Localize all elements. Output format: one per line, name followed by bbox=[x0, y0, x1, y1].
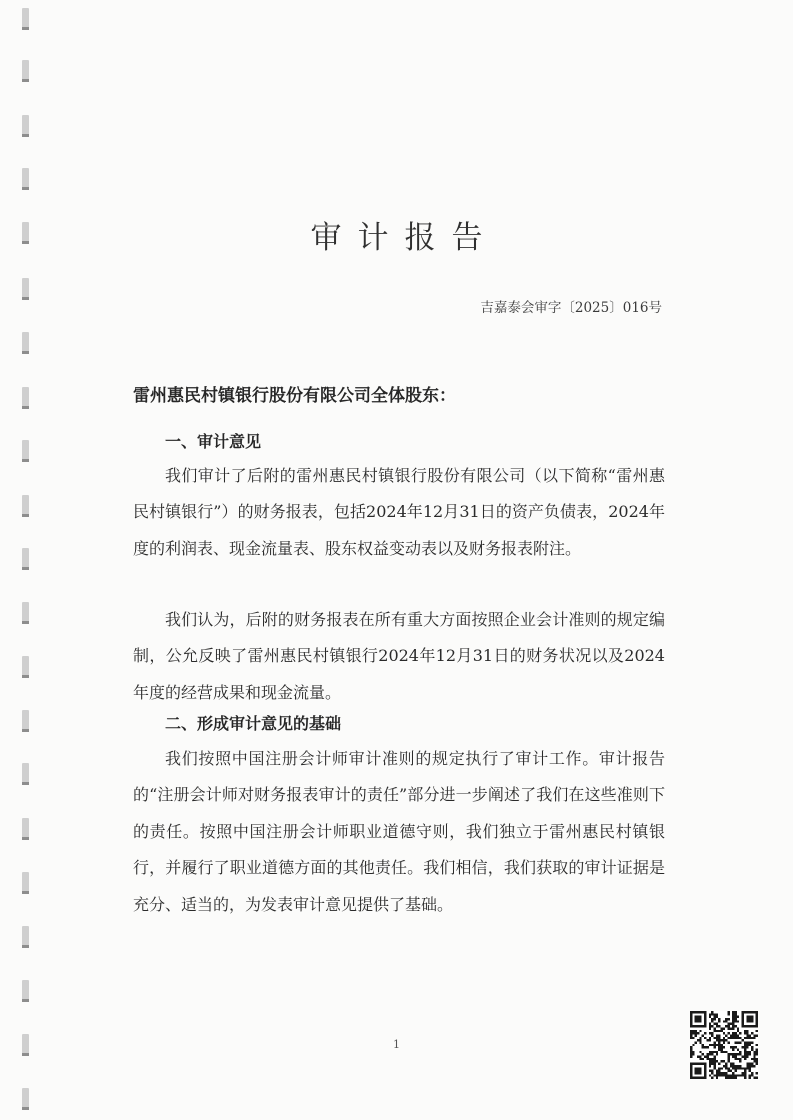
binding-marks bbox=[0, 0, 40, 1120]
report-number: 吉嘉泰会审字〔2025〕016号 bbox=[480, 300, 662, 316]
paragraph-opinion-2: 我们认为，后附的财务报表在所有重大方面按照企业会计准则的规定编制，公允反映了雷州惠民村镇银行2024年12月31日的财务状况以及2024年度的经营成果和现金流量。 bbox=[133, 610, 665, 702]
binding-mark bbox=[22, 818, 29, 840]
binding-mark bbox=[22, 115, 29, 137]
binding-mark bbox=[22, 763, 29, 785]
binding-mark bbox=[22, 548, 29, 570]
binding-mark bbox=[22, 926, 29, 948]
paragraph-basis-1: 我们按照中国注册会计师审计准则的规定执行了审计工作。审计报告的“注册会计师对财务报表审计的责任”部分进一步阐述了我们在这些准则下的责任。按照中国注册会计师职业道德守则，我们独立于雷州惠民村镇银行，并履行了职业道德方面的其他责任。我们相信，我们获取的审计证据是充分、适当的，为发表审计意见提供了基础。 bbox=[133, 749, 665, 914]
binding-mark bbox=[22, 8, 29, 30]
binding-mark bbox=[22, 710, 29, 732]
paragraph-opinion-1: 我们审计了后附的雷州惠民村镇银行股份有限公司（以下简称“雷州惠民村镇银行”）的财务报表，包括2024年12月31日的资产负债表，2024年度的利润表、现金流量表、股东权益变动表以及财务报表附注。 bbox=[133, 466, 665, 558]
binding-mark bbox=[22, 278, 29, 300]
binding-mark bbox=[22, 1088, 29, 1110]
binding-mark bbox=[22, 387, 29, 409]
binding-mark bbox=[22, 602, 29, 624]
binding-mark bbox=[22, 872, 29, 894]
binding-mark bbox=[22, 656, 29, 678]
addressee: 雷州惠民村镇银行股份有限公司全体股东： bbox=[133, 386, 456, 406]
section-heading-basis: 二、形成审计意见的基础 bbox=[165, 714, 342, 733]
qr-code-icon bbox=[690, 1011, 758, 1079]
binding-mark bbox=[22, 440, 29, 462]
binding-mark bbox=[22, 495, 29, 517]
section-heading-opinion: 一、审计意见 bbox=[165, 432, 262, 451]
binding-mark bbox=[22, 168, 29, 190]
binding-mark bbox=[22, 332, 29, 354]
document-title: 审计报告 bbox=[310, 220, 499, 256]
binding-mark bbox=[22, 980, 29, 1002]
binding-mark bbox=[22, 60, 29, 82]
page-number: 1 bbox=[393, 1038, 400, 1051]
